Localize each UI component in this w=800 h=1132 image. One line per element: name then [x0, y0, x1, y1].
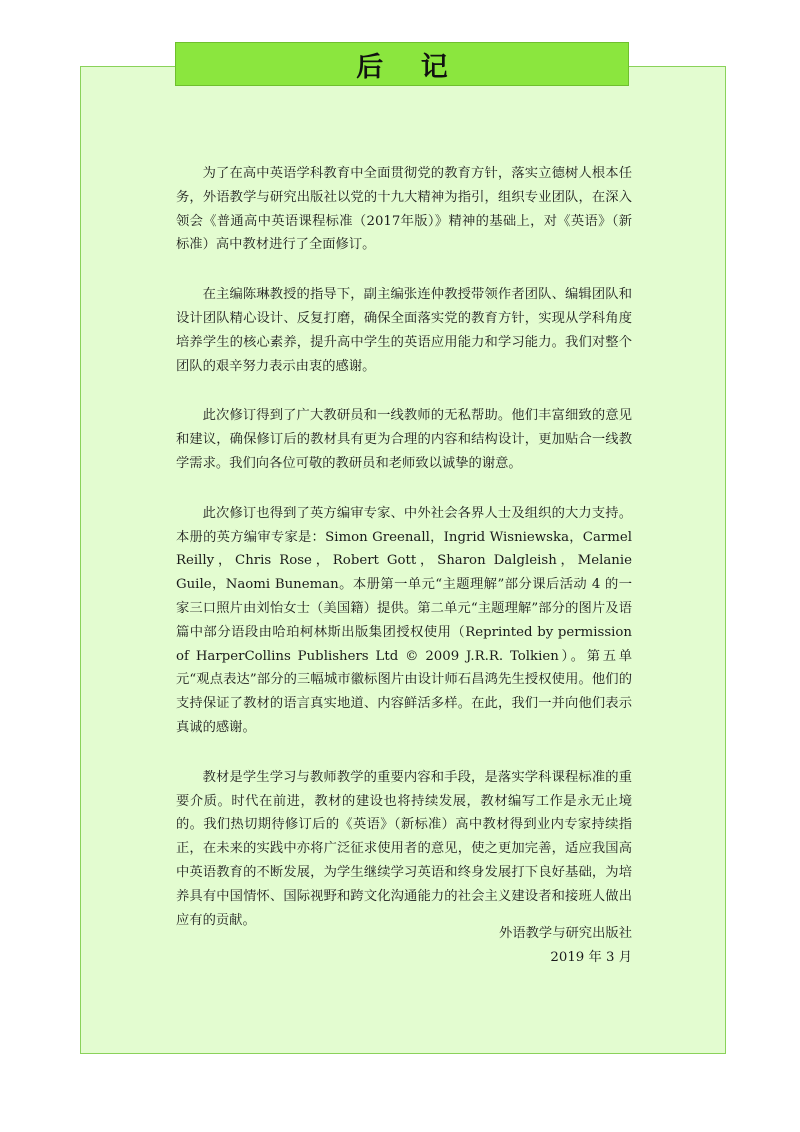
publisher-name: 外语教学与研究出版社: [499, 926, 632, 941]
page-title: 后 记: [356, 51, 462, 83]
signature-block: [499, 922, 632, 970]
paragraph-5: 教材是学生学习与教师教学的重要内容和手段，是落实学科课程标准的重要介质。时代在前进，教材的建设也将持续发展，教材编写工作是永无止境的。我们热切期待修订后的《英语》（新标准）高中教材得到业内专家持续指正，在未来的实践中亦将广泛征求使用者的意见，使之更加完善，适应我国高中英语教育的不断发展，为学生继续学习英语和终身发展打下良好基础，为培养具有中国情怀、国际视野和跨文化沟通能力的社会主义建设者和接班人做出应有的贡献。: [176, 769, 632, 928]
title-bar: [175, 42, 629, 86]
paragraph-2: 在主编陈琳教授的指导下，副主编张连仲教授带领作者团队、编辑团队和设计团队精心设计、反复打磨，确保全面落实党的教育方针，实现从学科角度培养学生的核心素养，提升高中学生的英语应用能力和学习能力。我们对整个团队的艰辛努力表示由衷的感谢。: [176, 287, 632, 374]
afterword-body: [176, 162, 632, 958]
paragraph-3: 此次修订得到了广大教研员和一线教师的无私帮助。他们丰富细致的意见和建议，确保修订后的教材具有更为合理的内容和结构设计，更加贴合一线教学需求。我们向各位可敬的教研员和老师致以诚挚的谢意。: [176, 408, 632, 471]
paragraph-1: 为了在高中英语学科教育中全面贯彻党的教育方针，落实立德树人根本任务，外语教学与研究出版社以党的十九大精神为指引，组织专业团队，在深入领会《普通高中英语课程标准（2017年版）》精神的基础上，对《英语》（新标准）高中教材进行了全面修订。: [176, 166, 632, 253]
paragraph-4: 此次修订也得到了英方编审专家、中外社会各界人士及组织的大力支持。本册的英方编审专家是：Simon Greenall，Ingrid Wisniewska，Carmel Reilly，Chris Rose，Robert Gott，Sharon Dalgleish，Melanie Guile，Naomi Buneman。本册第一单元“主题理解”部分课后活动 4 的一家三口照片由刘怡女士（美国籍）提供。第二单元“主题理解”部分的图片及语篇中部分语段由哈珀柯林斯出版集团授权使用（Reprinted by permission of HarperCollins Publishers Ltd © 2009 J.R.R. Tolkien）。第五单元“观点表达”部分的三幅城市徽标图片由设计师石昌鸿先生授权使用。他们的支持保证了教材的语言真实地道、内容鲜活多样。在此，我们一并向他们表示真诚的感谢。: [176, 505, 632, 735]
signature-date: 2019 年 3 月: [550, 950, 632, 965]
